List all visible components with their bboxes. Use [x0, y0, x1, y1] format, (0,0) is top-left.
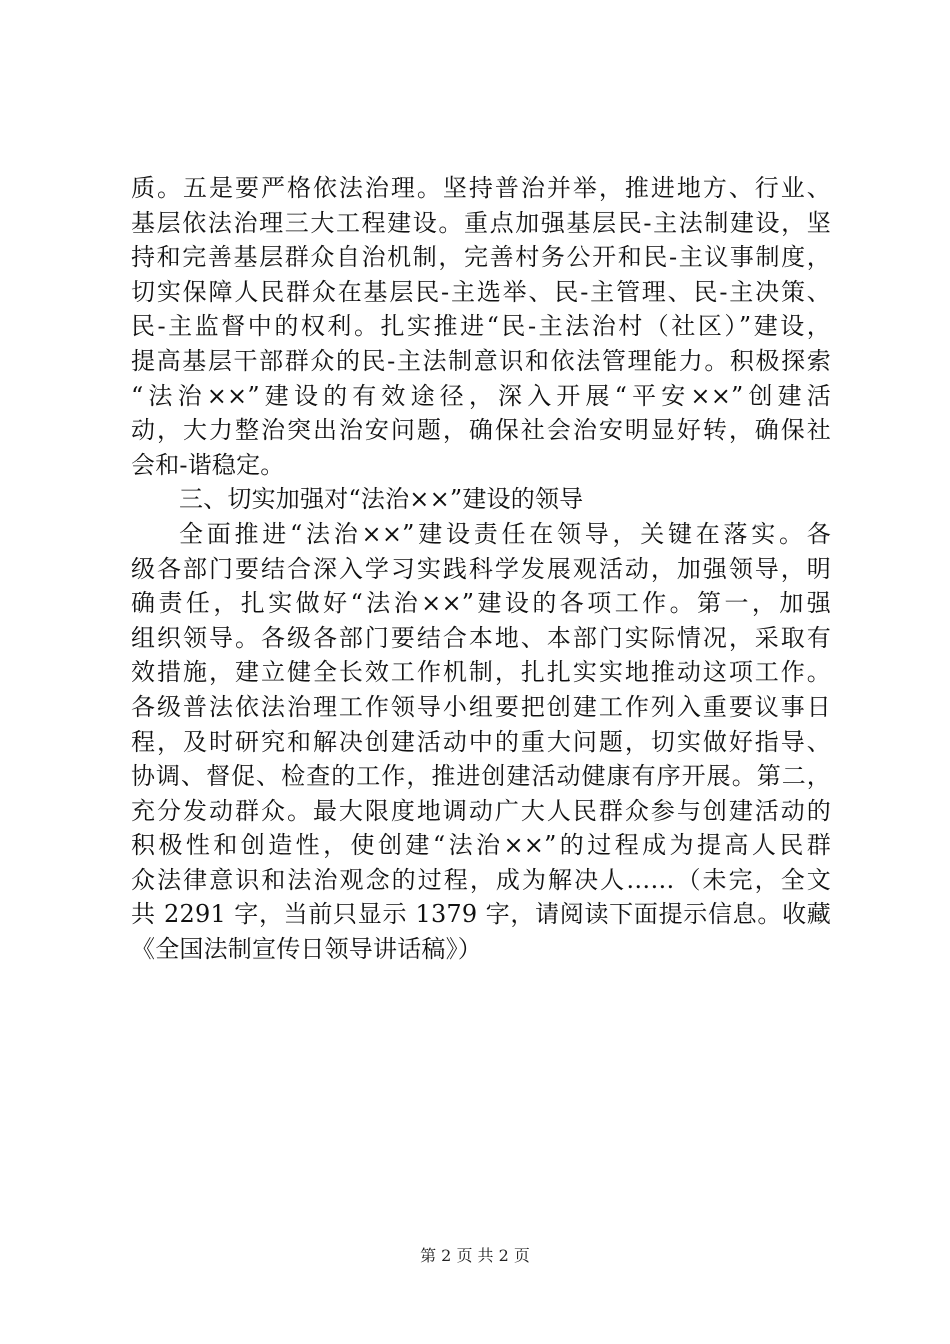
text-line: 提高基层干部群众的民-主法制意识和依法管理能力。积极探索 — [131, 346, 831, 375]
text-line: 持和完善基层群众自治机制，完善村务公开和民-主议事制度， — [131, 243, 831, 272]
text-line: 全面推进“法治××”建设责任在领导，关键在落实。各 — [179, 519, 831, 548]
text-line: 协调、督促、检查的工作，推进创建活动健康有序开展。第二， — [131, 762, 831, 791]
text-line: 动，大力整治突出治安问题，确保社会治安明显好转，确保社 — [131, 416, 831, 445]
text-line: 质。五是要严格依法治理。坚持普治并举，推进地方、行业、 — [131, 174, 831, 202]
text-line: “法治××”建设的有效途径，深入开展“平安××”创建活 — [131, 381, 831, 410]
text-line: 切实保障人民群众在基层民-主选举、民-主管理、民-主决策、 — [131, 277, 831, 306]
text-line: 《全国法制宣传日领导讲话稿》） — [131, 935, 482, 964]
text-line: 众法律意识和法治观念的过程，成为解决人……（未完，全文 — [131, 865, 831, 894]
text-line: 民-主监督中的权利。扎实推进“民-主法治村（社区）”建设， — [131, 312, 831, 341]
text-line: 各级普法依法治理工作领导小组要把创建工作列入重要议事日 — [131, 692, 831, 721]
text-line: 效措施，建立健全长效工作机制，扎扎实实地推动这项工作。 — [131, 658, 831, 687]
text-line: 基层依法治理三大工程建设。重点加强基层民-主法制建设，坚 — [131, 208, 831, 237]
text-line: 确责任，扎实做好“法治××”建设的各项工作。第一，加强 — [131, 589, 831, 618]
text-line: 充分发动群众。最大限度地调动广大人民群众参与创建活动的 — [131, 796, 831, 825]
text-line: 积极性和创造性，使创建“法治××”的过程成为提高人民群 — [131, 831, 831, 860]
text-line: 程，及时研究和解决创建活动中的重大问题，切实做好指导、 — [131, 727, 831, 756]
text-line: 共 2291 字，当前只显示 1379 字，请阅读下面提示信息。收藏 — [131, 900, 831, 929]
text-line: 级各部门要结合深入学习实践科学发展观活动，加强领导，明 — [131, 554, 831, 583]
page-number-footer: 第 2 页 共 2 页 — [420, 1246, 530, 1265]
text-line: 会和-谐稳定。 — [131, 450, 285, 479]
text-line: 组织领导。各级各部门要结合本地、本部门实际情况，采取有 — [131, 623, 831, 652]
section-heading: 三、切实加强对“法治××”建设的领导 — [179, 485, 584, 514]
document-body — [131, 171, 831, 967]
